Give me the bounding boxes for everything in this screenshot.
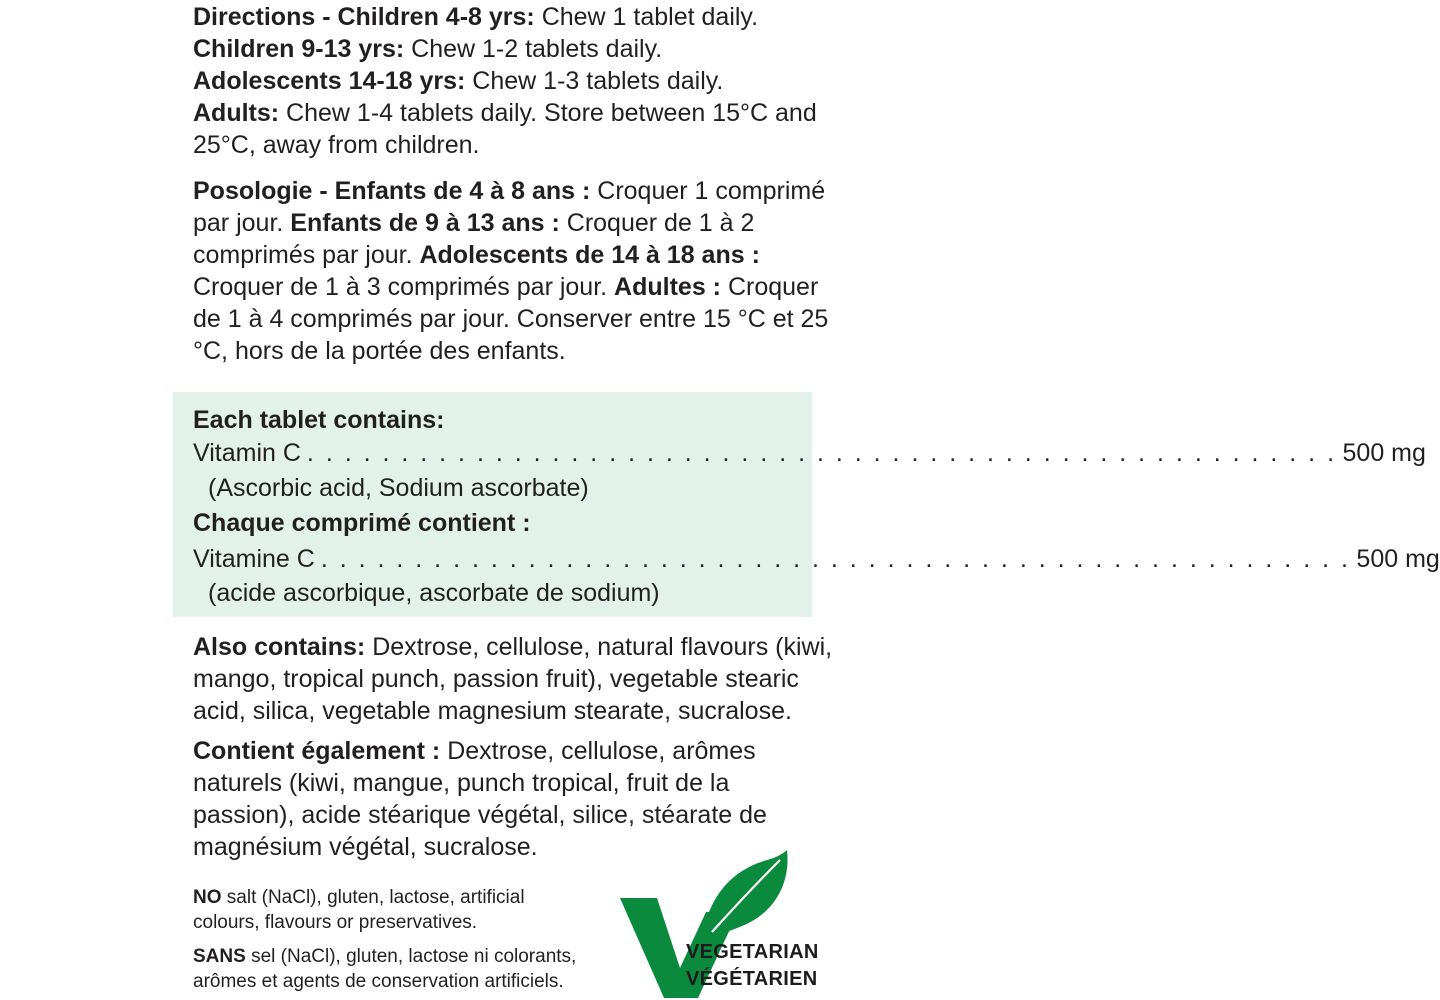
each-tablet-heading: Each tablet contains:: [193, 406, 445, 434]
directions-fr: [193, 175, 833, 367]
directions-adults-label: Adults:: [193, 99, 280, 127]
posologie-children-9-13-label: Enfants de 9 à 13 ans :: [290, 209, 560, 237]
leader-dots: . . . . . . . . . . . . . . . . . . . . . . . . . . . . . . . . . . . . . . . . . . . . . . . . . . . . . . .: [320, 545, 1351, 573]
posologie-adults-text: Croquer de 1 à 4 comprimés par jour. Conserver entre 15 °C et 25 °C, hors de la portée des enfants.: [193, 273, 829, 365]
directions-adolescents-text: Chew 1-3 tablets daily.: [465, 67, 724, 95]
free-from-en-text: salt (NaCl), gluten, lactose, artificial colours, flavours or preservatives.: [193, 887, 525, 933]
nutrient-amount-fr: 500 mg: [1356, 545, 1440, 573]
free-from-fr-text: sel (NaCl), gluten, lactose ni colorants, arômes et agents de conservation artificiels.: [193, 946, 577, 992]
nutrient-name-fr: Vitamine C: [193, 545, 315, 573]
vegetarian-label-en: VEGETARIAN: [686, 941, 819, 963]
free-from-fr-label: SANS: [193, 946, 246, 967]
also-contains: [193, 631, 833, 727]
nutrient-row-en: [193, 437, 1426, 469]
posologie-lead-label: Posologie - Enfants de 4 à 8 ans :: [193, 177, 591, 205]
nutrient-amount-en: 500 mg: [1342, 439, 1426, 467]
free-from-en-label: NO: [193, 887, 222, 908]
posologie-adults-label: Adultes :: [614, 273, 721, 301]
vegetarian-label-fr: VÉGÉTARIEN: [686, 968, 818, 990]
directions-en: [193, 1, 833, 161]
posologie-adolescents-text: Croquer de 1 à 3 comprimés par jour.: [193, 273, 615, 301]
leader-dots: . . . . . . . . . . . . . . . . . . . . . . . . . . . . . . . . . . . . . . . . . . . . . . . . . . . . . . .: [306, 439, 1337, 467]
directions-lead-label: Directions - Children 4-8 yrs:: [193, 3, 535, 31]
directions-lead-text: Chew 1 tablet daily.: [534, 3, 759, 31]
contient-egalement-label: Contient également :: [193, 737, 441, 765]
free-from-en: [193, 885, 593, 935]
free-from-fr: [193, 944, 593, 994]
nutrient-row-fr: [193, 543, 1440, 575]
chaque-comprime-heading: Chaque comprimé contient :: [193, 509, 531, 537]
nutrient-name-en: Vitamin C: [193, 439, 301, 467]
nutrient-source-fr: (acide ascorbique, ascorbate de sodium): [208, 579, 660, 607]
contient-egalement-text: Dextrose, cellulose, arômes naturels (kiwi, mangue, punch tropical, fruit de la passion), acide stéarique végétal, silice, stéarate de magnésium végétal, sucralose.: [193, 737, 767, 861]
posologie-adolescents-label: Adolescents de 14 à 18 ans :: [419, 241, 760, 269]
posologie-children-9-13-text: Croquer de 1 à 2 comprimés par jour.: [193, 209, 755, 269]
directions-adolescents-label: Adolescents 14-18 yrs:: [193, 67, 466, 95]
directions-adults-text: Chew 1-4 tablets daily. Store between 15°C and 25°C, away from children.: [193, 99, 817, 159]
ingredients-panel: [173, 392, 1440, 617]
posologie-lead-text: Croquer 1 comprimé par jour.: [193, 177, 826, 237]
also-contains-label: Also contains:: [193, 633, 366, 661]
contient-egalement: [193, 735, 833, 863]
directions-children-9-13-label: Children 9-13 yrs:: [193, 35, 405, 63]
also-contains-text: Dextrose, cellulose, natural flavours (kiwi, mango, tropical punch, passion fruit), vegetable stearic acid, silica, vegetable magnesium stearate, sucralose.: [193, 633, 833, 725]
nutrient-source-en: (Ascorbic acid, Sodium ascorbate): [208, 474, 589, 502]
directions-children-9-13-text: Chew 1-2 tablets daily.: [404, 35, 663, 63]
